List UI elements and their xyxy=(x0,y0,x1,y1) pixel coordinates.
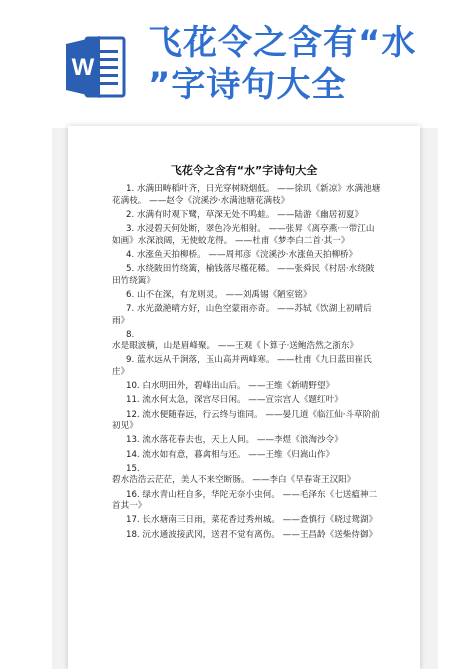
item-number: 14. xyxy=(126,449,143,460)
item-number: 7. xyxy=(126,303,137,314)
list-item xyxy=(112,381,382,393)
list-item xyxy=(112,355,382,378)
item-text: 山不在深，有龙则灵。 ——刘禹锡《陋室铭》 xyxy=(136,289,312,300)
item-text: 水是眼波横，山是眉峰聚。 ——王观《卜算子·送鲍浩然之浙东》 xyxy=(112,341,359,352)
list-item xyxy=(112,330,382,353)
item-number: 12. xyxy=(126,409,143,420)
banner-title-line2: ”字诗句大全 xyxy=(148,65,347,105)
banner-title-line1: 飞花令之含有“水 xyxy=(148,23,417,63)
item-number: 4. xyxy=(126,249,137,260)
item-number: 8. xyxy=(126,329,135,340)
list-item xyxy=(112,250,382,262)
item-text: 水浸碧天何处断，翠色冷光相射。 ——张昇《离亭燕·一带江山如画》水深浪阔，无使蛟龙得。 ——杜甫《梦李白二首·其一》 xyxy=(112,223,375,246)
item-number: 16. xyxy=(126,489,143,500)
item-text: 水涨鱼天拍柳桥。 ——周邦彦《浣溪沙·水涨鱼天拍柳桥》 xyxy=(136,249,358,260)
item-number: 13. xyxy=(126,435,143,446)
item-text: 流水便随春远，行云终与谁同。 ——晏几道《临江仙·斗草阶前初见》 xyxy=(112,409,380,432)
item-text: 水绕陂田竹绕篱，榆钱落尽槿花稀。 ——张舜民《村居·水绕陂田竹绕篱》 xyxy=(112,263,375,286)
item-text: 长水塘南三日雨，菜花香过秀州城。 ——查慎行《晓过鸳湖》 xyxy=(142,515,378,526)
list-item xyxy=(112,464,382,487)
list-item xyxy=(112,395,382,407)
item-number: 15. xyxy=(126,463,140,474)
item-number: 6. xyxy=(126,289,137,300)
list-item xyxy=(112,264,382,287)
item-text: 流水落花春去也，天上人间。 ——李煜《浪淘沙令》 xyxy=(142,435,343,446)
word-document-icon xyxy=(66,34,126,100)
list-item xyxy=(112,210,382,222)
banner-title xyxy=(148,22,468,106)
item-number: 9. xyxy=(126,355,137,366)
item-number: 3. xyxy=(126,223,137,234)
item-text: 水光潋滟晴方好，山色空蒙雨亦奇。 ——苏轼《饮湖上初晴后雨》 xyxy=(112,303,372,326)
list-item xyxy=(112,490,382,513)
item-text: 白水明田外，碧峰出山后。 ——王维《新晴野望》 xyxy=(142,381,335,392)
item-text: 水满田畴稻叶齐，日光穿树晓烟低。 ——徐玑《新凉》水满池塘花满枝。 ——赵令《浣溪沙·水满池塘花满枝》 xyxy=(112,184,381,206)
item-number: 10. xyxy=(126,381,143,392)
list-item xyxy=(112,450,382,462)
list-item xyxy=(112,304,382,327)
item-number: 18. xyxy=(126,529,143,540)
list-item xyxy=(112,224,382,247)
item-number: 5. xyxy=(126,263,137,274)
item-text: 水满有时观下鹭，草深无处不鸣蛙。 ——陆游《幽居初夏》 xyxy=(136,209,364,220)
item-text: 绿水青山枉自多，华陀无奈小虫何。 ——毛泽东《七送瘟神二首其一》 xyxy=(112,489,378,512)
list-item xyxy=(112,435,382,447)
item-number: 11. xyxy=(126,395,143,406)
poem-list xyxy=(112,184,382,544)
item-number: 1. xyxy=(126,184,137,194)
header-banner xyxy=(0,0,474,112)
item-text: 沅水通波接武冈，送君不觉有离伤。 ——王昌龄《送柴侍御》 xyxy=(142,529,378,540)
item-text: 碧水浩浩云茫茫，美人不来空断肠。 ——李白《早春寄王汉阳》 xyxy=(112,475,356,486)
list-item xyxy=(112,184,382,207)
document-page xyxy=(68,126,420,669)
item-text: 流水如有意，暮禽相与还。 ——王维《归嵩山作》 xyxy=(142,449,335,460)
list-item xyxy=(112,515,382,527)
item-text: 流水何太急，深宫尽日闲。 ——宣宗宫人《题红叶》 xyxy=(142,395,343,406)
item-number: 17. xyxy=(126,515,143,526)
list-item xyxy=(112,410,382,433)
logo-letter: W xyxy=(71,54,95,81)
list-item xyxy=(112,290,382,302)
list-item xyxy=(112,530,382,542)
document-title: 飞花令之含有“水”字诗句大全 xyxy=(170,164,318,177)
item-text: 蓝水远从千涧落，玉山高并两峰寒。 ——杜甫《九日蓝田崔氏庄》 xyxy=(112,355,372,378)
item-number: 2. xyxy=(126,209,137,220)
